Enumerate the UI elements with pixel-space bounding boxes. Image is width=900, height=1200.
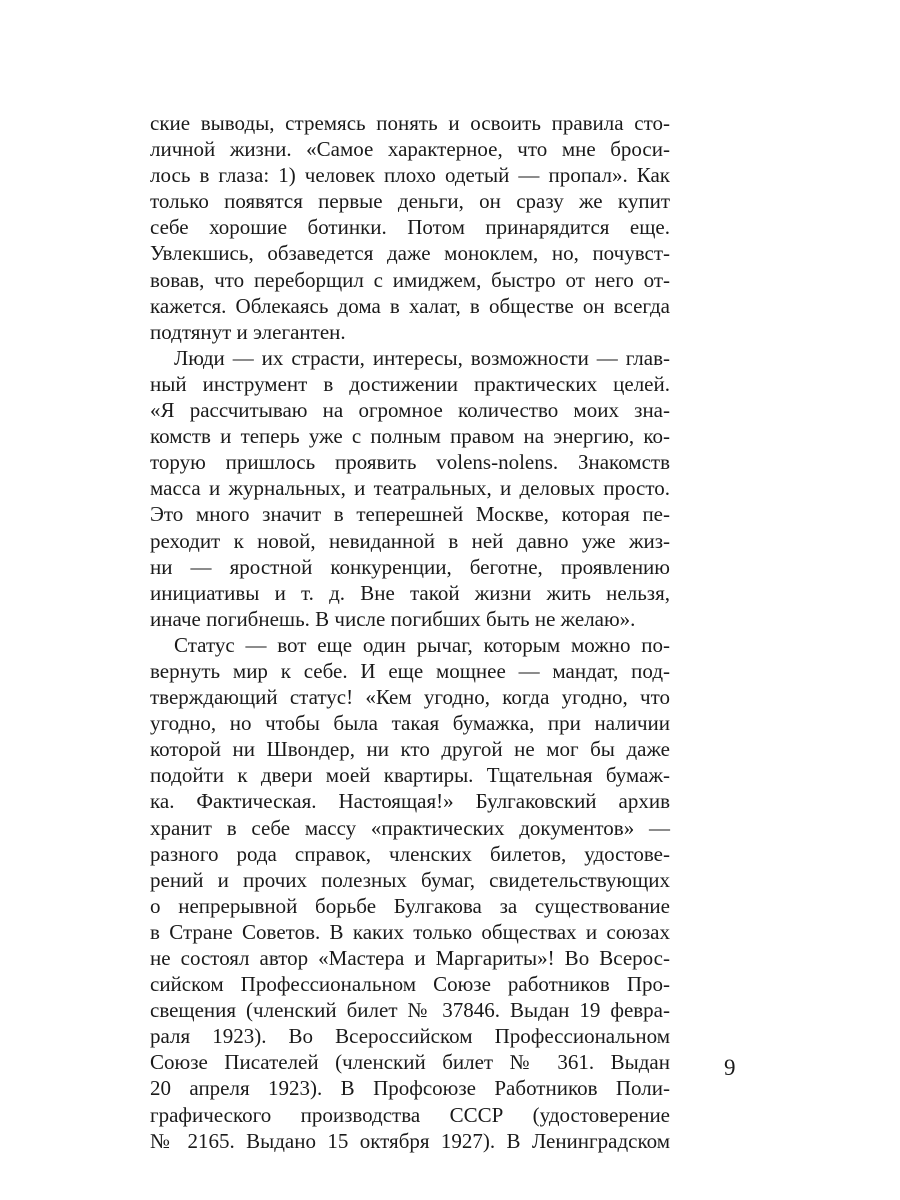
text-line: только появятся первые деньги, он сразу же купит [150, 189, 670, 214]
text-line: ни — яростной конкуренции, беготне, проявлению [150, 554, 670, 579]
text-line: личной жизни. «Самое характерное, что мне броси- [150, 137, 670, 162]
page-number: 9 [724, 1055, 736, 1080]
text-line: сийском Профессиональном Союзе работников Про- [150, 972, 670, 997]
text-line: хранит в себе массу «практических документов» — [150, 815, 670, 840]
text-line: тверждающий статус! «Кем угодно, когда угодно, что [150, 685, 670, 710]
text-line: Статус — вот еще один рычаг, которым можно по- [174, 632, 670, 657]
text-line: «Я рассчитываю на огромное количество моих зна- [150, 398, 670, 423]
text-line: подтянут и элегантен. [150, 319, 346, 344]
text-line: лось в глаза: 1) человек плохо одетый — пропал». Как [150, 163, 670, 188]
text-line: в Стране Советов. В каких только обществах и союзах [150, 919, 670, 944]
text-line: о непрерывной борьбе Булгакова за существование [150, 893, 670, 918]
text-line: свещения (членский билет № 37846. Выдан 19 февра- [150, 998, 670, 1023]
text-line: ка. Фактическая. Настоящая!» Булгаковский архив [150, 789, 670, 814]
text-line: ный инструмент в достижении практических целей. [150, 371, 670, 396]
text-line: 20 апреля 1923). В Профсоюзе Работников Поли- [150, 1076, 670, 1101]
text-line: инициативы и т. д. Вне такой жизни жить нельзя, [150, 580, 670, 605]
text-line: не состоял автор «Мастера и Маргариты»! Во Всерос- [150, 946, 670, 970]
text-line: реходит к новой, невиданной в ней давно уже жиз- [150, 528, 670, 553]
text-line: Люди — их страсти, интересы, возможности — глав- [174, 345, 670, 370]
text-line: ские выводы, стремясь понять и освоить правила сто- [150, 111, 670, 135]
text-line: торую пришлось проявить volens-nolens. Знакомств [150, 450, 670, 475]
text-line: вовав, что переборщил с имиджем, быстро от него от- [150, 267, 670, 292]
text-line: масса и журнальных, и театральных, и деловых просто. [150, 476, 670, 501]
text-line: раля 1923). Во Всероссийском Профессиональном [150, 1024, 670, 1049]
text-line: угодно, но чтобы была такая бумажка, при наличии [150, 711, 670, 736]
paragraph [150, 345, 670, 632]
text-line: комств и теперь уже с полным правом на энергию, ко- [150, 424, 670, 449]
body-text [150, 110, 670, 1154]
text-line: рений и прочих полезных бумаг, свидетельствующих [150, 867, 670, 892]
text-line: которой ни Швондер, ни кто другой не мог бы даже [150, 737, 670, 762]
text-line: кажется. Облекаясь дома в халат, в обществе он всегда [150, 293, 670, 318]
text-line: подойти к двери моей квартиры. Тщательная бумаж- [150, 763, 670, 788]
paragraph [150, 632, 670, 1154]
paragraph [150, 110, 670, 345]
text-line: иначе погибнешь. В числе погибших быть не желаю». [150, 606, 636, 631]
text-line: графического производства СССР (удостоверение [150, 1102, 670, 1127]
text-line: вернуть мир к себе. И еще мощнее — мандат, под- [150, 658, 670, 683]
text-line: № 2165. Выдано 15 октября 1927). В Ленинградском [150, 1128, 670, 1153]
text-line: разного рода справок, членских билетов, удостове- [150, 841, 670, 866]
text-line: Увлекшись, обзаведется даже моноклем, но, почувст- [150, 241, 670, 266]
text-line: себе хорошие ботинки. Потом принарядится еще. [150, 215, 670, 240]
text-line: Союзе Писателей (членский билет № 361. Выдан [150, 1050, 670, 1075]
text-line: Это много значит в теперешней Москве, которая пе- [150, 502, 670, 527]
